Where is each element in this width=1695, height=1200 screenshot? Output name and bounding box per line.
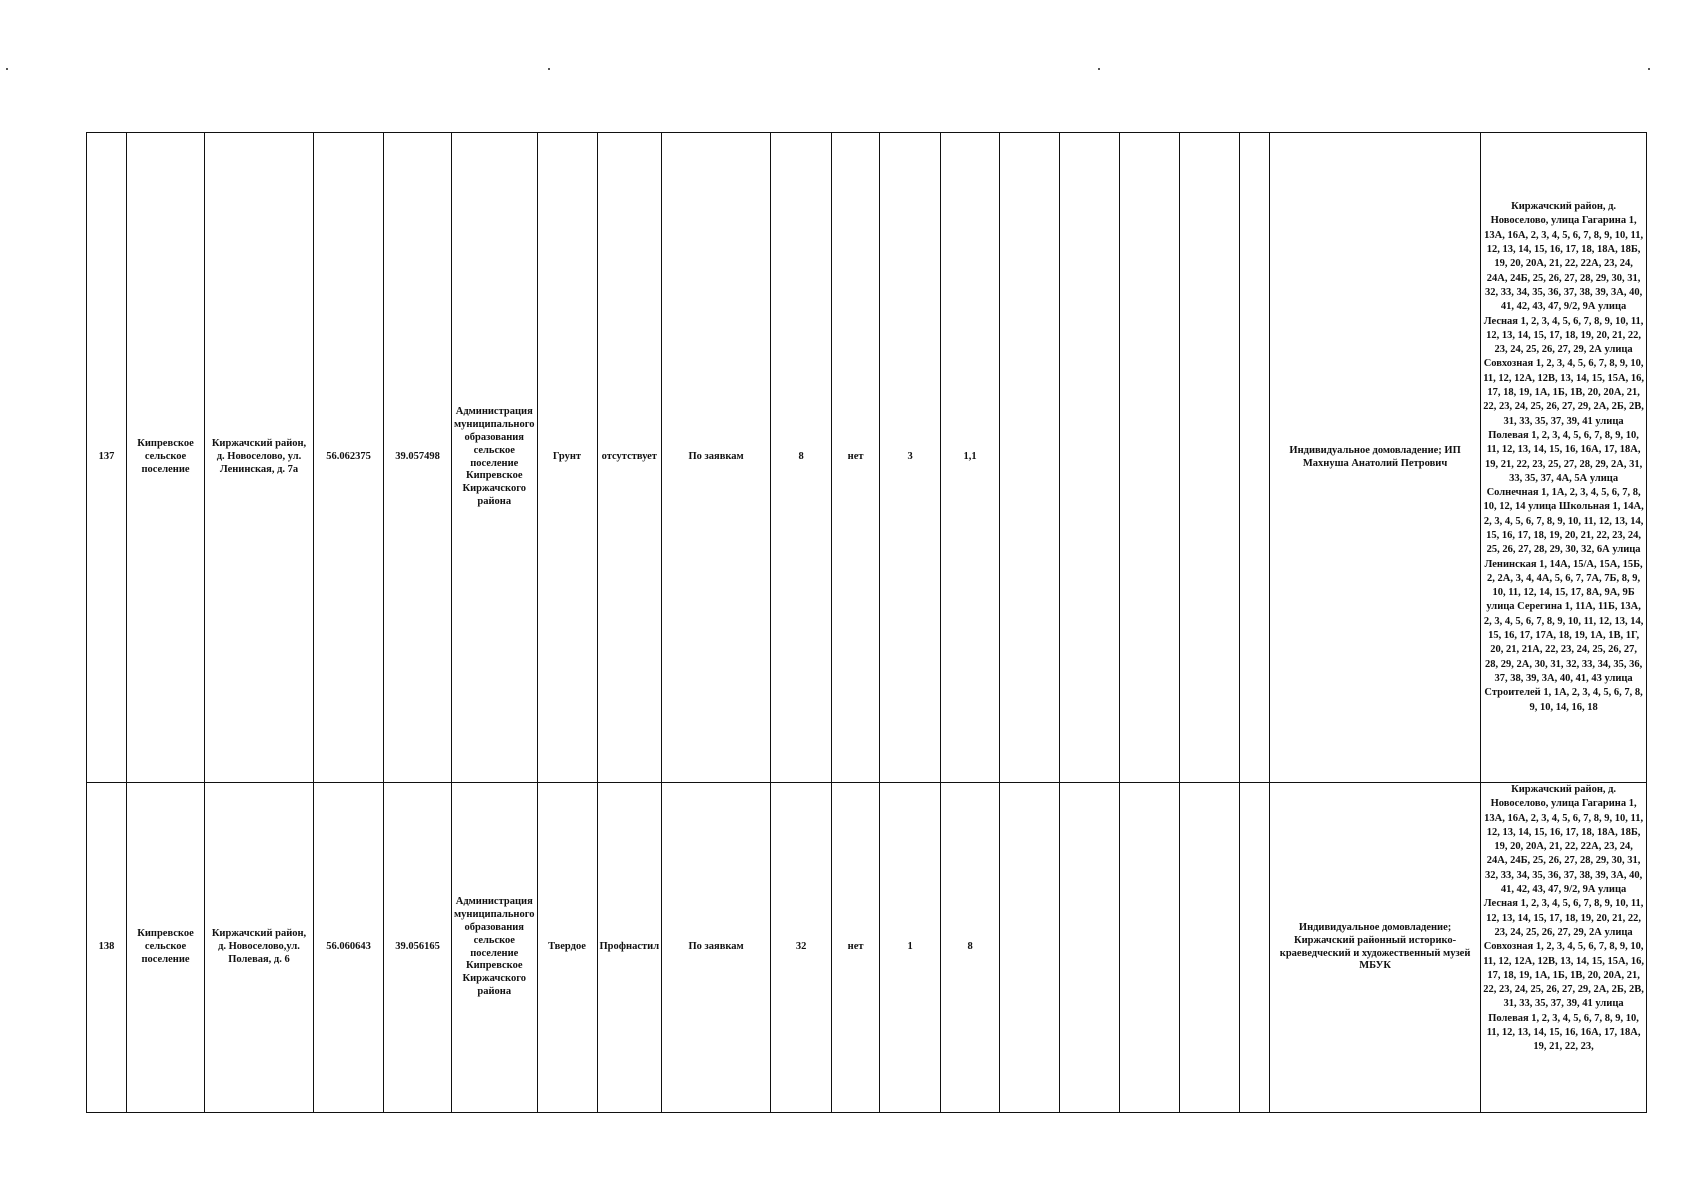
empty-cell [1180, 783, 1240, 1113]
empty-cell [1180, 133, 1240, 783]
empty-cell [1060, 133, 1120, 783]
longitude-cell: 39.056165 [384, 783, 452, 1113]
latitude-cell: 56.060643 [314, 783, 384, 1113]
latitude-cell: 56.062375 [314, 133, 384, 783]
schedule-cell: По заявкам [662, 133, 771, 783]
longitude-cell: 39.057498 [384, 133, 452, 783]
container-volume-cell: 8 [941, 783, 1000, 1113]
area-cell: 32 [771, 783, 832, 1113]
area-cell: 8 [771, 133, 832, 783]
table-row [87, 133, 1647, 783]
empty-cell [1000, 783, 1060, 1113]
owner-cell: Администрация муниципального образования сельское поселение Кипревское Киржачского района [452, 783, 538, 1113]
location-cell: Киржачский район, д. Новоселово, ул. Ленинская, д. 7а [205, 133, 314, 783]
surface-cell: Твердое [537, 783, 597, 1113]
empty-cell [1120, 783, 1180, 1113]
separate-collection-cell: нет [832, 783, 880, 1113]
owner-cell: Администрация муниципального образования сельское поселение Кипревское Киржачского района [452, 133, 538, 783]
separate-collection-cell: нет [832, 133, 880, 783]
container-volume-cell: 1,1 [941, 133, 1000, 783]
served-addresses-text: Киржачский район, д. Новоселово, улица Гагарина 1, 13А, 16А, 2, 3, 4, 5, 6, 7, 8, 9, 10, 11, 12, 13, 14, 15, 16, 17, 18, 18А, 18Б, 19, 20, 20А, 21, 22, 22А, 23, 24, 24А, 24Б, 25, 26, 27, 28, 29, 30, 31, 32, 33, 34, 35, 36, 37, 38, 39, 3А, 40, 41, 42, 43, 47, 9/2, 9А улица Лесная 1, 2, 3, 4, 5, 6, 7, 8, 9, 10, 11, 12, 13, 14, 15, 17, 18, 19, 20, 21, 22, 23, 24, 25, 26, 27, 29, 2А улица Совхозная 1, 2, 3, 4, 5, 6, 7, 8, 9, 10, 11, 12, 12А, 12В, 13, 14, 15, 15А, 16, 17, 18, 19, 1А, 1Б, 1В, 20, 20А, 21, 22, 23, 24, 25, 26, 27, 29, 2А, 2Б, 2В, 31, 33, 35, 37, 39, 41 улица Полевая 1, 2, 3, 4, 5, 6, 7, 8, 9, 10, 11, 12, 13, 14, 15, 16, 16А, 17, 18А, 19, 21, 22, 23, [1483, 784, 1644, 1053]
location-cell: Киржачский район, д. Новоселово,ул. Полевая, д. 6 [205, 783, 314, 1113]
schedule-cell: По заявкам [662, 783, 771, 1113]
fence-cell: Профнастил [597, 783, 662, 1113]
registry-table [86, 132, 1647, 1113]
empty-cell [1240, 783, 1270, 1113]
surface-cell: Грунт [537, 133, 597, 783]
settlement-cell: Кипревское сельское поселение [127, 133, 205, 783]
served-addresses-cell [1481, 783, 1647, 1113]
waste-sources-cell: Индивидуальное домовладение; ИП Махнуша Анатолий Петрович [1270, 133, 1481, 783]
settlement-cell: Кипревское сельское поселение [127, 783, 205, 1113]
empty-cell [1060, 783, 1120, 1113]
fence-cell: отсутствует [597, 133, 662, 783]
empty-cell [1000, 133, 1060, 783]
served-addresses-cell: Киржачский район, д. Новоселово, улица Гагарина 1, 13А, 16А, 2, 3, 4, 5, 6, 7, 8, 9, 10, 11, 12, 13, 14, 15, 16, 17, 18, 18А, 18Б, 19, 20, 20А, 21, 22, 22А, 23, 24, 24А, 24Б, 25, 26, 27, 28, 29, 30, 31, 32, 33, 34, 35, 36, 37, 38, 39, 3А, 40, 41, 42, 43, 47, 9/2, 9А улица Лесная 1, 2, 3, 4, 5, 6, 7, 8, 9, 10, 11, 12, 13, 14, 15, 17, 18, 19, 20, 21, 22, 23, 24, 25, 26, 27, 29, 2А улица Совхозная 1, 2, 3, 4, 5, 6, 7, 8, 9, 10, 11, 12, 12А, 12В, 13, 14, 15, 15А, 16, 17, 18, 19, 1А, 1Б, 1В, 20, 20А, 21, 22, 23, 24, 25, 26, 27, 29, 2А, 2Б, 2В, 31, 33, 35, 37, 39, 41 улица Полевая 1, 2, 3, 4, 5, 6, 7, 8, 9, 10, 11, 12, 13, 14, 15, 16, 16А, 17, 18А, 19, 21, 22, 23, 25, 27, 28, 29, 2А, 31, 33, 35, 37, 4А, 5А улица Солнечная 1, 1А, 2, 3, 4, 5, 6, 7, 8, 10, 12, 14 улица Школьная 1, 14А, 2, 3, 4, 5, 6, 7, 8, 9, 10, 11, 12, 13, 14, 15, 16, 17, 18, 19, 20, 21, 22, 23, 24, 25, 26, 27, 28, 29, 30, 32, 6А улица Ленинская 1, 14А, 15/А, 15А, 15Б, 2, 2А, 3, 4, 4А, 5, 6, 7, 7А, 7Б, 8, 9, 10, 11, 12, 14, 15, 17, 8А, 9А, 9Б улица Серегина 1, 11А, 11Б, 13А, 2, 3, 4, 5, 6, 7, 8, 9, 10, 11, 12, 13, 14, 15, 16, 17, 17А, 18, 19, 1А, 1В, 1Г, 20, 21, 21А, 22, 23, 24, 25, 26, 27, 28, 29, 2А, 30, 31, 32, 33, 34, 35, 36, 37, 38, 39, 3А, 40, 41, 43 улица Строителей 1, 1А, 2, 3, 4, 5, 6, 7, 8, 9, 10, 14, 16, 18 [1481, 133, 1647, 783]
waste-sources-cell: Индивидуальное домовладение; Киржачский районный историко-краеведческий и художественный музей МБУК [1270, 783, 1481, 1113]
row-number: 138 [87, 783, 127, 1113]
row-number: 137 [87, 133, 127, 783]
containers-count-cell: 1 [880, 783, 941, 1113]
empty-cell [1240, 133, 1270, 783]
table-row [87, 783, 1647, 1113]
empty-cell [1120, 133, 1180, 783]
containers-count-cell: 3 [880, 133, 941, 783]
